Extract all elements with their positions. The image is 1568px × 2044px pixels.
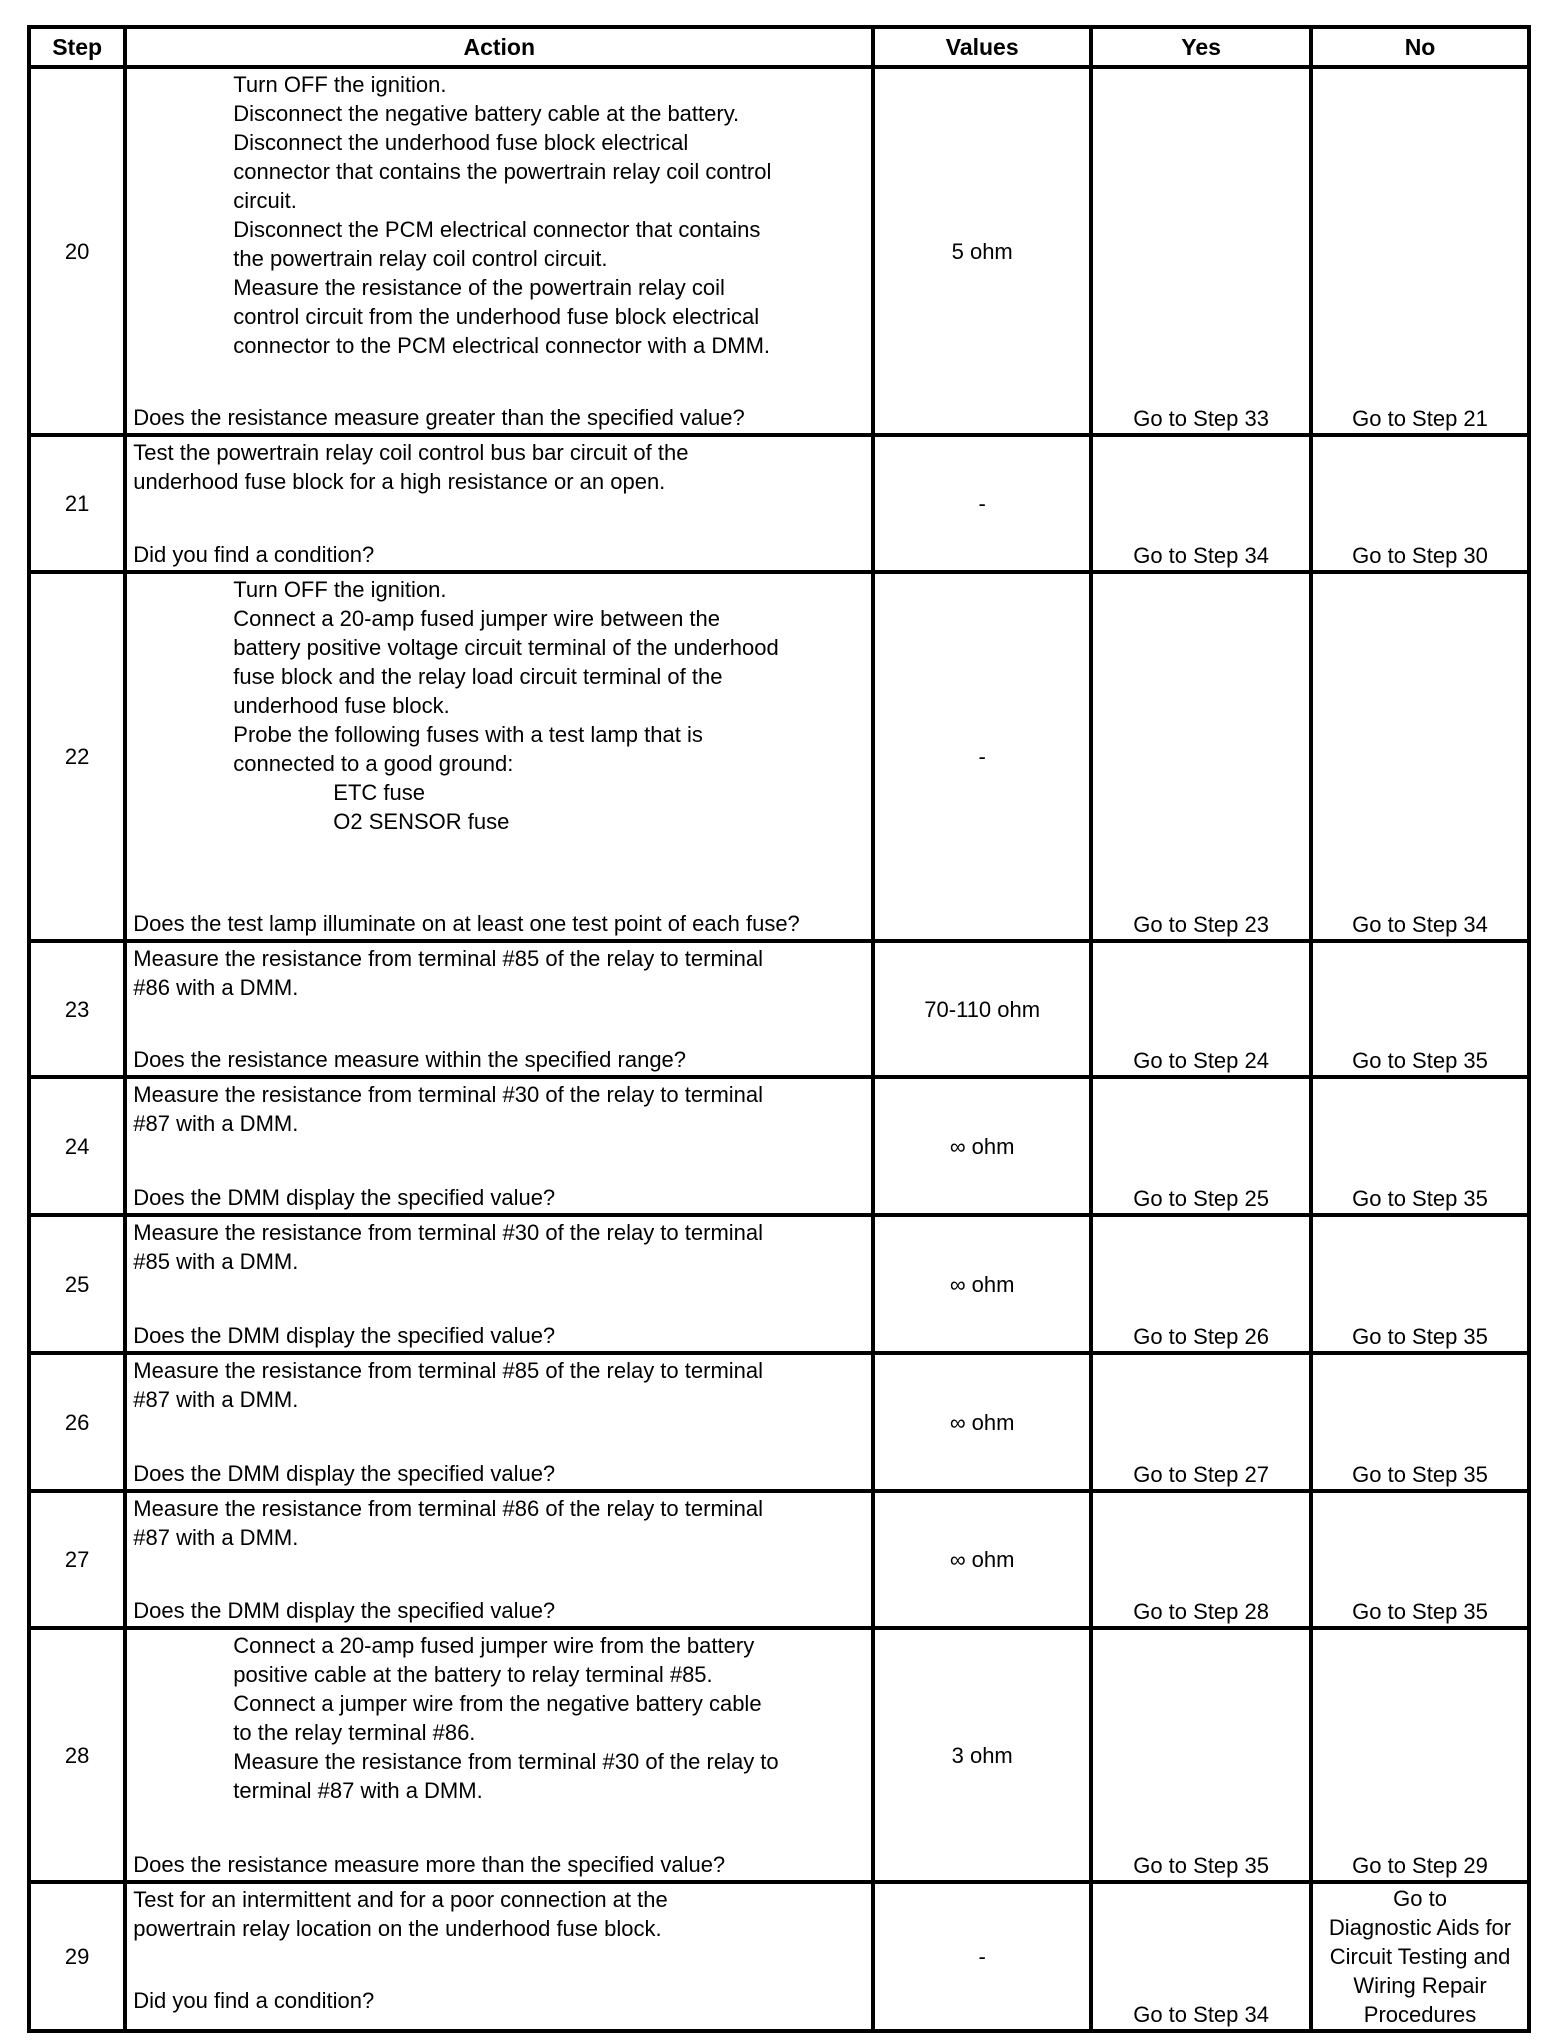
spec-value: -	[873, 435, 1091, 572]
instruction-line: the powertrain relay coil control circuit.	[233, 246, 608, 271]
no-next-step: Go to Step 34	[1311, 572, 1529, 941]
fuse-list-item: ETC fuse	[333, 780, 425, 805]
diagnostic-table	[27, 25, 1531, 2033]
action-instructions	[133, 69, 865, 360]
no-next-step	[1311, 1882, 1529, 2031]
instruction-line: connector to the PCM electrical connector with a DMM.	[233, 333, 771, 358]
instruction-line: connector that contains the powertrain relay coil control	[233, 159, 772, 184]
diagnostic-question: Does the DMM display the specified value?	[133, 1461, 556, 1486]
instruction-line: Test the powertrain relay coil control bus bar circuit of the	[133, 440, 689, 465]
no-next-step: Go to Step 29	[1311, 1628, 1529, 1882]
instruction-line: Test for an intermittent and for a poor connection at the	[133, 1887, 668, 1912]
no-next-step: Go to Step 35	[1311, 1077, 1529, 1215]
action-instructions	[133, 1355, 865, 1414]
action-instructions	[133, 1079, 865, 1138]
no-next-step-line: Go to	[1393, 1886, 1447, 1911]
spec-value: ∞ ohm	[873, 1077, 1091, 1215]
action-instructions	[133, 1493, 865, 1552]
diagnostic-question: Did you find a condition?	[133, 1988, 375, 2013]
fuse-list-item: O2 SENSOR fuse	[333, 809, 510, 834]
instruction-line: Turn OFF the ignition.	[233, 72, 447, 97]
diagnostic-question: Does the resistance measure more than the specified value?	[133, 1852, 726, 1877]
no-next-step: Go to Step 30	[1311, 435, 1529, 572]
diagnostic-question: Does the DMM display the specified value?	[133, 1185, 556, 1210]
step-number: 20	[29, 67, 125, 435]
header-step: Step	[29, 27, 125, 67]
header-no: No	[1311, 27, 1529, 67]
action-cell	[125, 1491, 873, 1628]
table-row	[29, 1353, 1529, 1491]
spec-value: -	[873, 572, 1091, 941]
instruction-line: Measure the resistance from terminal #30 of the relay to terminal	[133, 1082, 764, 1107]
no-next-step: Go to Step 35	[1311, 1491, 1529, 1628]
instruction-line: Measure the resistance from terminal #30 of the relay to terminal	[133, 1220, 764, 1245]
header-row	[29, 27, 1529, 67]
table-row	[29, 435, 1529, 572]
instruction-line: Disconnect the PCM electrical connector that contains	[233, 217, 761, 242]
instruction-line: circuit.	[233, 188, 297, 213]
yes-next-step: Go to Step 33	[1091, 67, 1311, 435]
step-number: 23	[29, 941, 125, 1077]
instruction-line: Disconnect the underhood fuse block electrical	[233, 130, 689, 155]
action-cell	[125, 1628, 873, 1882]
action-cell	[125, 67, 873, 435]
instruction-line: underhood fuse block.	[233, 693, 450, 718]
instruction-line: to the relay terminal #86.	[233, 1720, 476, 1745]
yes-next-step: Go to Step 27	[1091, 1353, 1311, 1491]
no-next-step-line: Procedures	[1363, 2002, 1477, 2027]
step-number: 28	[29, 1628, 125, 1882]
header-action: Action	[125, 27, 873, 67]
no-next-step: Go to Step 21	[1311, 67, 1529, 435]
instruction-line: underhood fuse block for a high resistance or an open.	[133, 469, 666, 494]
spec-value: ∞ ohm	[873, 1215, 1091, 1353]
yes-next-step: Go to Step 34	[1091, 435, 1311, 572]
step-number: 27	[29, 1491, 125, 1628]
instruction-line: #87 with a DMM.	[133, 1111, 299, 1136]
spec-value: ∞ ohm	[873, 1491, 1091, 1628]
instruction-line: #86 with a DMM.	[133, 975, 299, 1000]
diagnostic-question: Does the DMM display the specified value?	[133, 1598, 556, 1623]
table-row	[29, 1628, 1529, 1882]
action-cell	[125, 941, 873, 1077]
diagnostic-question: Does the resistance measure within the specified range?	[133, 1047, 687, 1072]
header-yes: Yes	[1091, 27, 1311, 67]
instruction-line: Disconnect the negative battery cable at the battery.	[233, 101, 740, 126]
table-row	[29, 1491, 1529, 1628]
action-cell	[125, 1077, 873, 1215]
table-row	[29, 1215, 1529, 1353]
action-instructions	[133, 437, 865, 496]
no-next-step: Go to Step 35	[1311, 941, 1529, 1077]
instruction-line: Measure the resistance from terminal #85 of the relay to terminal	[133, 1358, 764, 1383]
no-next-step-line: Circuit Testing and	[1329, 1944, 1511, 1969]
diagnostic-question: Does the resistance measure greater than the specified value?	[133, 405, 745, 430]
table-row	[29, 67, 1529, 435]
table-row	[29, 941, 1529, 1077]
instruction-line: #87 with a DMM.	[133, 1387, 299, 1412]
step-number: 24	[29, 1077, 125, 1215]
step-number: 22	[29, 572, 125, 941]
action-cell	[125, 572, 873, 941]
yes-next-step: Go to Step 24	[1091, 941, 1311, 1077]
table-row	[29, 1077, 1529, 1215]
diagnostic-question: Does the test lamp illuminate on at least one test point of each fuse?	[133, 911, 800, 936]
no-next-step-line: Wiring Repair	[1353, 1973, 1487, 1998]
table-body	[29, 67, 1529, 2031]
instruction-line: fuse block and the relay load circuit terminal of the	[233, 664, 723, 689]
instruction-line: Measure the resistance of the powertrain relay coil	[233, 275, 725, 300]
action-instructions	[133, 1884, 865, 1943]
action-instructions	[133, 574, 865, 836]
action-cell	[125, 1882, 873, 2031]
instruction-line: connected to a good ground:	[233, 751, 514, 776]
instruction-line: positive cable at the battery to relay terminal #85.	[233, 1662, 713, 1687]
no-next-step-line: Diagnostic Aids for	[1328, 1915, 1512, 1940]
yes-next-step: Go to Step 26	[1091, 1215, 1311, 1353]
instruction-line: terminal #87 with a DMM.	[233, 1778, 483, 1803]
action-instructions	[133, 943, 865, 1002]
action-cell	[125, 435, 873, 572]
step-number: 29	[29, 1882, 125, 2031]
instruction-line: Measure the resistance from terminal #30 of the relay to	[233, 1749, 779, 1774]
table-row	[29, 1882, 1529, 2031]
yes-next-step: Go to Step 35	[1091, 1628, 1311, 1882]
action-cell	[125, 1215, 873, 1353]
step-number: 26	[29, 1353, 125, 1491]
instruction-line: Measure the resistance from terminal #85 of the relay to terminal	[133, 946, 764, 971]
yes-next-step: Go to Step 28	[1091, 1491, 1311, 1628]
no-next-step: Go to Step 35	[1311, 1215, 1529, 1353]
instruction-line: control circuit from the underhood fuse block electrical	[233, 304, 760, 329]
instruction-line: Connect a 20-amp fused jumper wire between the	[233, 606, 720, 631]
spec-value: 70-110 ohm	[873, 941, 1091, 1077]
instruction-line: Probe the following fuses with a test lamp that is	[233, 722, 703, 747]
step-number: 25	[29, 1215, 125, 1353]
yes-next-step: Go to Step 23	[1091, 572, 1311, 941]
action-instructions	[133, 1630, 865, 1805]
instruction-line: #85 with a DMM.	[133, 1249, 299, 1274]
spec-value: 3 ohm	[873, 1628, 1091, 1882]
step-number: 21	[29, 435, 125, 572]
action-instructions	[133, 1217, 865, 1276]
instruction-line: battery positive voltage circuit terminal of the underhood	[233, 635, 779, 660]
yes-next-step: Go to Step 25	[1091, 1077, 1311, 1215]
header-values: Values	[873, 27, 1091, 67]
no-next-step: Go to Step 35	[1311, 1353, 1529, 1491]
spec-value: 5 ohm	[873, 67, 1091, 435]
instruction-line: Connect a 20-amp fused jumper wire from the battery	[233, 1633, 755, 1658]
yes-next-step: Go to Step 34	[1091, 1882, 1311, 2031]
diagnostic-question: Did you find a condition?	[133, 542, 375, 567]
diagnostic-question: Does the DMM display the specified value?	[133, 1323, 556, 1348]
instruction-line: Turn OFF the ignition.	[233, 577, 447, 602]
table-row	[29, 572, 1529, 941]
action-cell	[125, 1353, 873, 1491]
instruction-line: #87 with a DMM.	[133, 1525, 299, 1550]
spec-value: -	[873, 1882, 1091, 2031]
instruction-line: powertrain relay location on the underhood fuse block.	[133, 1916, 662, 1941]
spec-value: ∞ ohm	[873, 1353, 1091, 1491]
instruction-line: Measure the resistance from terminal #86 of the relay to terminal	[133, 1496, 764, 1521]
instruction-line: Connect a jumper wire from the negative battery cable	[233, 1691, 762, 1716]
